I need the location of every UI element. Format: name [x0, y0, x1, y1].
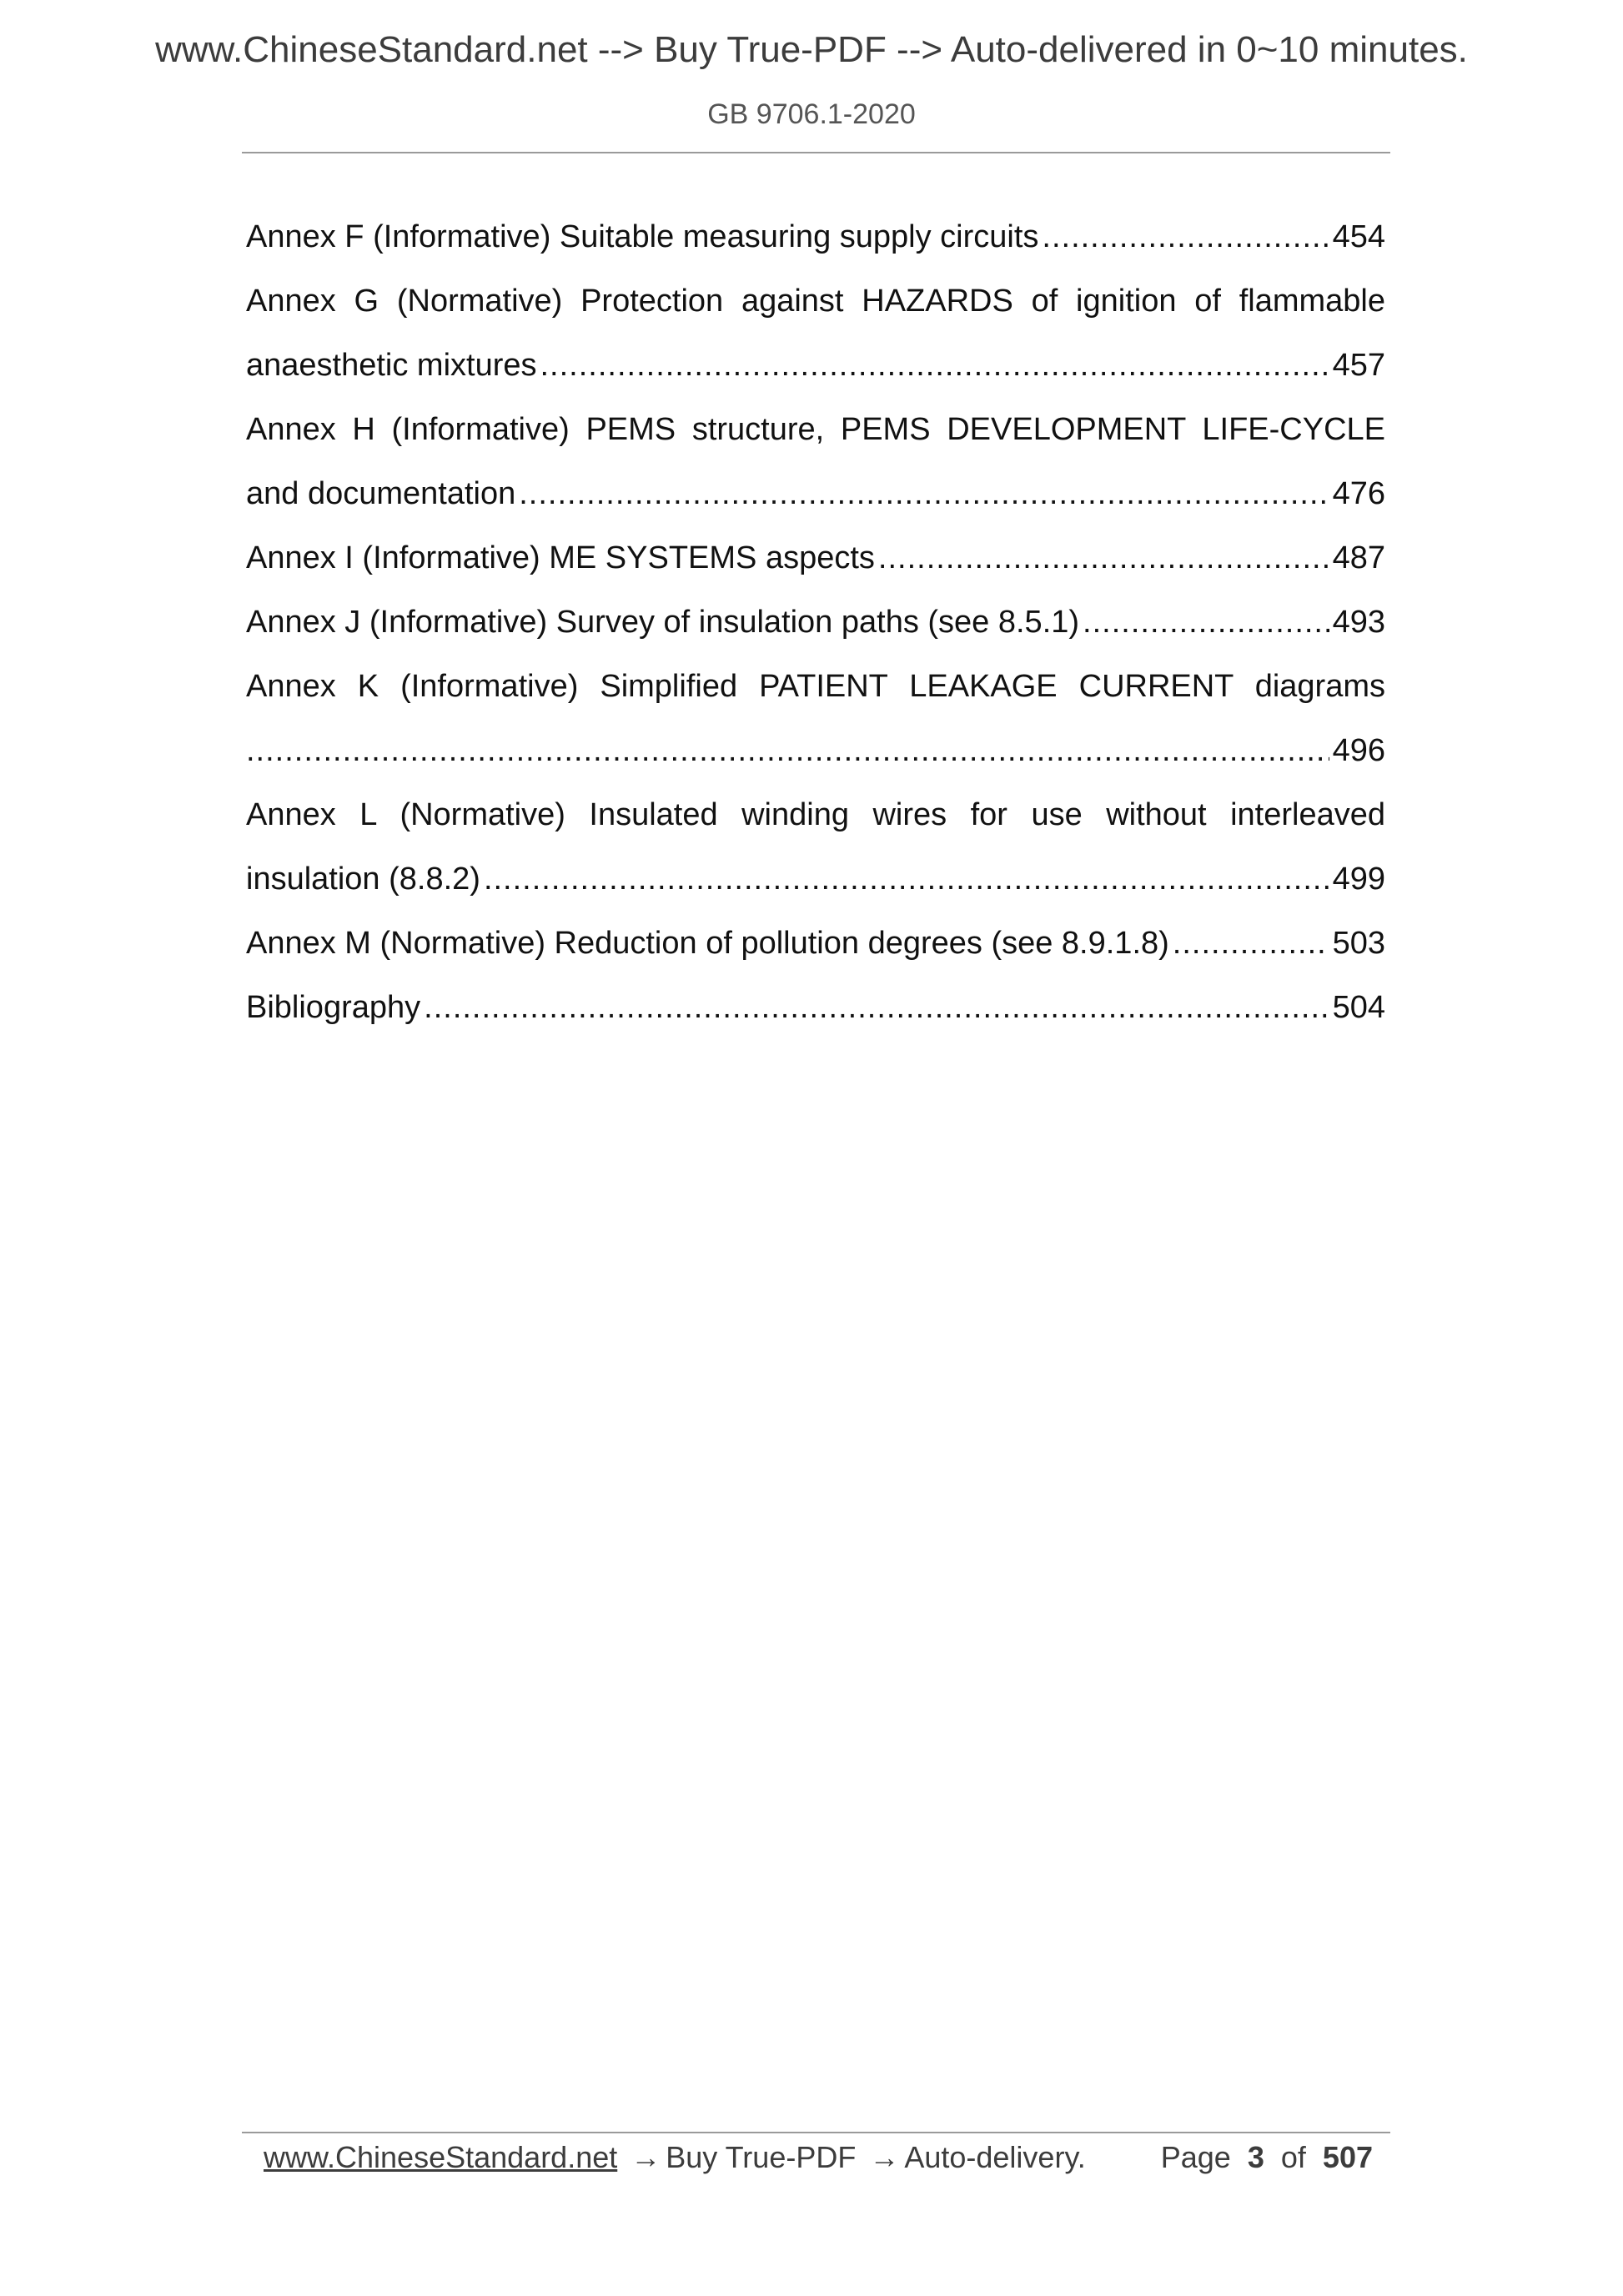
toc-entry-annex-k[interactable]: [246, 719, 1385, 783]
toc-entry-title: Bibliography: [246, 990, 421, 1025]
dot-leader: [1042, 205, 1329, 269]
footer-buy-text: Buy True-PDF: [666, 2140, 857, 2174]
toc-page-number: 454: [1332, 219, 1385, 254]
header-banner: www.ChineseStandard.net --> Buy True-PDF --> Auto-delivered in 0~10 minutes.: [155, 29, 1468, 70]
dot-leader: [878, 526, 1329, 590]
footer-site-link[interactable]: www.ChineseStandard.net: [264, 2140, 618, 2174]
toc-entry-bibliography[interactable]: [246, 976, 1385, 1040]
toc-entry-title-cont: and documentation: [246, 476, 516, 511]
arrow-right-icon: →: [631, 2140, 661, 2174]
dot-leader: [1173, 912, 1329, 976]
toc-entry-title: Annex M (Normative) Reduction of pollution degrees (see 8.9.1.8): [246, 926, 1169, 961]
footer-delivery-text: Auto-delivery.: [904, 2140, 1086, 2174]
dot-leader: [1083, 590, 1329, 655]
page-of-label: of: [1280, 2140, 1306, 2174]
total-page-count: 507: [1322, 2140, 1373, 2174]
toc-entry-annex-g[interactable]: [246, 334, 1385, 398]
toc-page-number: 457: [1332, 348, 1385, 383]
toc-page-number: 503: [1332, 926, 1385, 961]
page-footer: [264, 2137, 1373, 2178]
toc-entry-title-cont: anaesthetic mixtures: [246, 348, 537, 383]
table-of-contents: [246, 205, 1385, 1040]
toc-entry-annex-h-title[interactable]: Annex H (Informative) PEMS structure, PEMS DEVELOPMENT LIFE-CYCLE: [246, 412, 1385, 447]
toc-entry-annex-l-title[interactable]: Annex L (Normative) Insulated winding wires for use without interleaved: [246, 797, 1385, 832]
toc-entry-annex-k-title[interactable]: Annex K (Informative) Simplified PATIENT LEAKAGE CURRENT diagrams: [246, 669, 1385, 704]
toc-entry-annex-i[interactable]: [246, 526, 1385, 590]
page-label: Page: [1160, 2140, 1231, 2174]
toc-page-number: 504: [1332, 990, 1385, 1025]
toc-page-number: 496: [1332, 733, 1385, 768]
dot-leader: [540, 334, 1329, 398]
toc-entry-title: Annex I (Informative) ME SYSTEMS aspects: [246, 540, 875, 575]
standard-number: GB 9706.1-2020: [707, 98, 916, 130]
dot-leader: [484, 847, 1329, 912]
toc-page-number: 476: [1332, 476, 1385, 511]
toc-entry-annex-f[interactable]: [246, 205, 1385, 269]
toc-entry-annex-h[interactable]: [246, 462, 1385, 526]
toc-page-number: 487: [1332, 540, 1385, 575]
toc-page-number: 493: [1332, 605, 1385, 640]
dot-leader: [246, 719, 1329, 783]
toc-entry-annex-g-title[interactable]: Annex G (Normative) Protection against HAZARDS of ignition of flammable: [246, 284, 1385, 319]
toc-page-number: 499: [1332, 862, 1385, 897]
toc-entry-annex-j[interactable]: [246, 590, 1385, 655]
current-page-number: 3: [1247, 2140, 1264, 2174]
toc-entry-annex-l[interactable]: [246, 847, 1385, 912]
toc-entry-annex-m[interactable]: [246, 912, 1385, 976]
toc-entry-title-cont: insulation (8.8.2): [246, 862, 480, 897]
footer-divider: [242, 2132, 1390, 2133]
dot-leader: [424, 976, 1329, 1040]
header-divider: [242, 152, 1390, 153]
toc-entry-title: Annex J (Informative) Survey of insulation paths (see 8.5.1): [246, 605, 1080, 640]
page-counter: [1161, 2137, 1373, 2178]
dot-leader: [519, 462, 1329, 526]
footer-promo: [264, 2137, 1086, 2178]
toc-entry-title: Annex F (Informative) Suitable measuring supply circuits: [246, 219, 1039, 254]
arrow-right-icon: →: [869, 2140, 900, 2174]
